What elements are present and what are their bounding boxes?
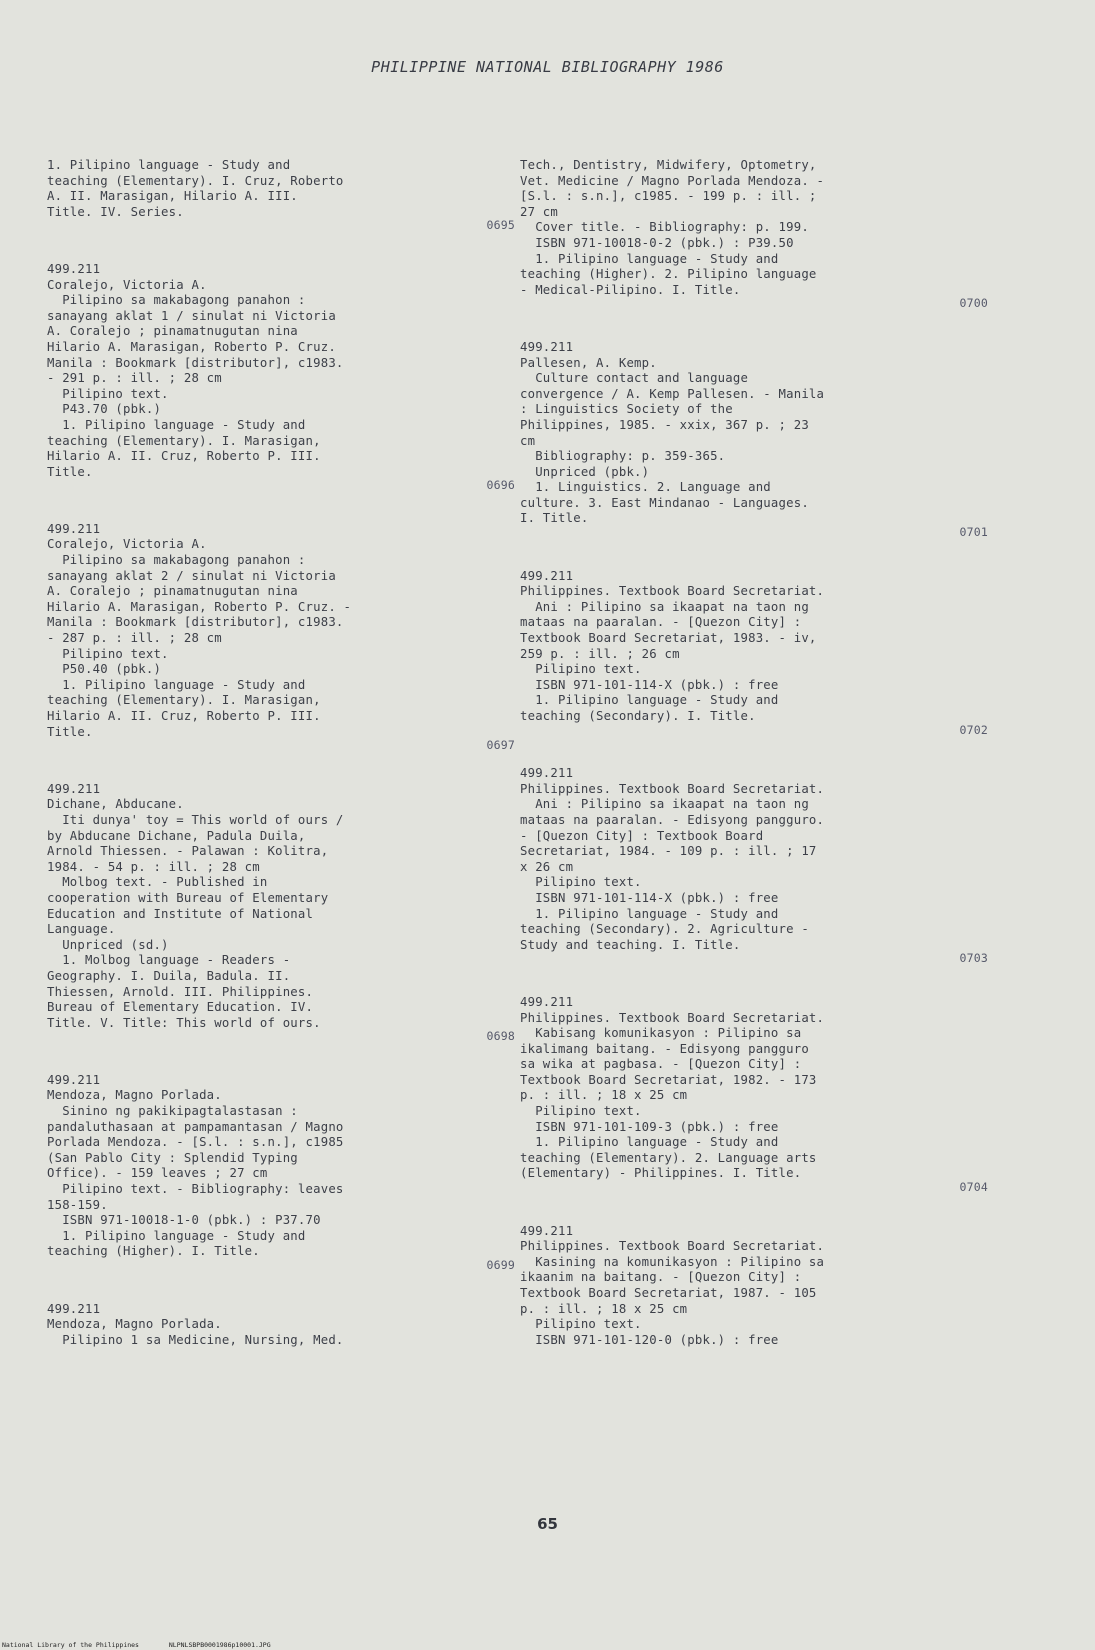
entry-line: 1. Pilipino language - Study and (520, 906, 779, 921)
entry-line: ikalimang baitang. - Edisyong pangguro (520, 1041, 809, 1056)
entry-line: Geography. I. Duila, Badula. II. (47, 968, 291, 983)
entry-line: Title. (47, 464, 93, 479)
entry-line: I. Title. (520, 511, 589, 526)
accession-number: 0703 (959, 951, 988, 966)
entry-line: 499.211 (520, 766, 574, 781)
entry-line: Bibliography: p. 359-365. (520, 449, 726, 464)
entry-line: culture. 3. East Mindanao - Languages. (520, 495, 809, 510)
entry-line: 499.211 (520, 339, 574, 354)
entry-line: p. : ill. ; 18 x 25 cm (520, 1088, 688, 1103)
entry-line: 1. Linguistics. 2. Language and (520, 480, 771, 495)
entry-line: Philippines. Textbook Board Secretariat. (520, 781, 825, 796)
entry-line: Arnold Thiessen. - Palawan : Kolitra, (47, 844, 329, 859)
entry-line: Hilario A. II. Cruz, Roberto P. III. (47, 449, 321, 464)
entry-line: teaching (Elementary). 2. Language arts (520, 1150, 817, 1165)
entry-line: Study and teaching. I. Title. (520, 937, 741, 952)
entry-line: Vet. Medicine / Magno Porlada Mendoza. - (520, 173, 825, 188)
entry-line: 499.211 (47, 1072, 101, 1087)
entry-line: 27 cm (520, 204, 559, 219)
entry-line: Textbook Board Secretariat, 1987. - 105 (520, 1286, 817, 1300)
entry-line: 1. Pilipino language - Study and (47, 1228, 306, 1243)
bibliography-entry (47, 1302, 515, 1349)
entry-line: Textbook Board Secretariat, 1983. - iv, (520, 631, 817, 646)
entry-line: 158-159. (47, 1197, 108, 1212)
entry-line: teaching (Secondary). 2. Agriculture - (520, 922, 809, 937)
entry-line: 1. Pilipino language - Study and (47, 417, 306, 432)
entry-line: p. : ill. ; 18 x 25 cm (520, 1301, 688, 1316)
accession-number: 0704 (959, 1180, 988, 1195)
entry-line: Cover title. - Bibliography: p. 199. (520, 220, 809, 235)
bibliography-entry (47, 1073, 515, 1274)
footer-library: National Library of the Philippines (2, 1641, 139, 1649)
entry-line: teaching (Higher). 2. Pilipino language (520, 267, 817, 282)
entry-line: 499.211 (47, 261, 101, 276)
entry-line: 499.211 (520, 994, 574, 1009)
entry-line: ISBN 971-101-114-X (pbk.) : free (520, 890, 779, 905)
entry-line: Pallesen, A. Kemp. (520, 355, 657, 370)
bibliography-entry (520, 1224, 988, 1349)
entry-line: - [Quezon City] : Textbook Board (520, 828, 764, 843)
entry-line: Thiessen, Arnold. III. Philippines. (47, 984, 314, 999)
entry-line: Coralejo, Victoria A. (47, 537, 207, 552)
entry-line: Mendoza, Magno Porlada. (47, 1088, 222, 1103)
entry-line: Philippines. Textbook Board Secretariat. (520, 584, 825, 599)
entry-line: cm (520, 433, 536, 448)
entry-line: ISBN 971-101-120-0 (pbk.) : free (520, 1332, 779, 1347)
entry-line: teaching (Higher). I. Title. (47, 1244, 260, 1259)
accession-number: 0699 (486, 1258, 515, 1272)
entry-line: Pilipino text. (520, 1104, 642, 1119)
entry-line: Title. (47, 724, 93, 739)
entry-line: Education and Institute of National (47, 906, 314, 921)
entry-line: teaching (Elementary). I. Marasigan, (47, 433, 321, 448)
entry-line: ISBN 971-101-114-X (pbk.) : free (520, 677, 779, 692)
left-column (47, 158, 515, 1376)
bibliography-entry (520, 569, 988, 739)
entry-line: 1. Pilipino language - Study and (520, 1135, 779, 1150)
entry-line: 1. Pilipino language - Study and (47, 677, 306, 692)
entry-line: 259 p. : ill. ; 26 cm (520, 646, 680, 661)
entry-line: 499.211 (520, 568, 574, 583)
entry-line: Textbook Board Secretariat, 1982. - 173 (520, 1072, 817, 1087)
entry-line: 1. Pilipino language - Study and (520, 693, 779, 708)
entry-line: Pilipino sa makabagong panahon : (47, 293, 306, 308)
entry-line: Molbog text. - Published in (47, 875, 268, 890)
accession-number: 0698 (486, 1029, 515, 1044)
entry-line: pandaluthasaan at pampamantasan / Magno (47, 1119, 344, 1134)
bibliography-entry (47, 158, 515, 234)
footer-file-id: NLPNLSBPB0001986p10001.JPG (168, 1641, 271, 1649)
entry-line: Pilipino text. (520, 662, 642, 677)
bibliography-entry (520, 766, 988, 967)
entry-line: cooperation with Bureau of Elementary (47, 890, 329, 905)
entry-line: Ani : Pilipino sa ikaapat na taon ng (520, 599, 809, 614)
entry-line: Office). - 159 leaves ; 27 cm (47, 1166, 268, 1181)
entry-line: Kabisang komunikasyon : Pilipino sa (520, 1026, 802, 1041)
accession-number: 0702 (959, 722, 988, 737)
entry-line: [S.l. : s.n.], c1985. - 199 p. : ill. ; (520, 189, 817, 204)
entry-line: Dichane, Abducane. (47, 797, 184, 812)
entry-line: Kasining na komunikasyon : Pilipino sa (520, 1254, 825, 1269)
entry-line: Mendoza, Magno Porlada. (47, 1317, 222, 1332)
entry-line: - Medical-Pilipino. I. Title. (520, 282, 741, 297)
entry-line: Tech., Dentistry, Midwifery, Optometry, (520, 158, 817, 172)
entry-line: Manila : Bookmark [distributor], c1983. (47, 355, 344, 370)
entry-line: mataas na paaralan. - [Quezon City] : (520, 615, 802, 630)
entry-line: Title. IV. Series. (47, 204, 184, 219)
entry-line: by Abducane Dichane, Padula Duila, (47, 828, 306, 843)
entry-line: Philippines, 1985. - xxix, 367 p. ; 23 (520, 417, 809, 432)
bibliography-entry (520, 158, 988, 312)
entry-line: ikaanim na baitang. - [Quezon City] : (520, 1270, 802, 1285)
entry-line: Unpriced (pbk.) (520, 464, 650, 479)
entry-line: Porlada Mendoza. - [S.l. : s.n.], c1985 (47, 1135, 344, 1150)
entry-line: Culture contact and language (520, 371, 749, 386)
bibliography-entry (520, 340, 988, 541)
right-column (520, 158, 988, 1376)
accession-number: 0700 (959, 296, 988, 311)
entry-line: Manila : Bookmark [distributor], c1983. (47, 615, 344, 630)
entry-line: ISBN 971-10018-0-2 (pbk.) : P39.50 (520, 235, 794, 250)
accession-number: 0697 (486, 738, 515, 753)
entry-line: (San Pablo City : Splendid Typing (47, 1150, 298, 1165)
page-header: PHILIPPINE NATIONAL BIBLIOGRAPHY 1986 (371, 58, 724, 76)
entry-line: Philippines. Textbook Board Secretariat. (520, 1239, 825, 1254)
entry-line: Pilipino text. - Bibliography: leaves (47, 1182, 344, 1197)
entry-line: 1. Molbog language - Readers - (47, 953, 291, 968)
bibliography-entry (47, 522, 515, 754)
accession-number: 0695 (486, 218, 515, 233)
entry-line: 499.211 (47, 521, 101, 536)
entry-line: A. II. Marasigan, Hilario A. III. (47, 189, 298, 204)
entry-line: Pilipino text. (47, 386, 169, 401)
entry-line: Pilipino text. (47, 646, 169, 661)
entry-line: Pilipino sa makabagong panahon : (47, 553, 306, 568)
accession-number: 0701 (959, 525, 988, 540)
entry-line: Pilipino text. (520, 1317, 642, 1332)
entry-line: : Linguistics Society of the (520, 402, 733, 417)
entry-line: Sinino ng pakikipagtalastasan : (47, 1104, 298, 1119)
entry-line: 499.211 (47, 1301, 101, 1316)
entry-line: 1984. - 54 p. : ill. ; 28 cm (47, 859, 260, 874)
entry-line: mataas na paaralan. - Edisyong pangguro. (520, 812, 825, 827)
bibliography-entry (47, 782, 515, 1045)
accession-number: 0696 (486, 478, 515, 493)
entry-line: Hilario A. II. Cruz, Roberto P. III. (47, 709, 321, 723)
entry-line: Pilipino text. (520, 875, 642, 890)
entry-line: A. Coralejo ; pinamatnugutan nina (47, 324, 298, 339)
bibliography-entry (47, 262, 515, 494)
entry-line: teaching (Secondary). I. Title. (520, 709, 756, 723)
entry-line: Coralejo, Victoria A. (47, 277, 207, 292)
entry-line: A. Coralejo ; pinamatnugutan nina (47, 584, 298, 599)
entry-line: teaching (Elementary). I. Marasigan, (47, 693, 321, 708)
entry-line: sa wika at pagbasa. - [Quezon City] : (520, 1057, 802, 1072)
entry-line: ISBN 971-101-109-3 (pbk.) : free (520, 1119, 779, 1134)
entry-line: 499.211 (520, 1223, 574, 1238)
entry-line: sanayang aklat 1 / sinulat ni Victoria (47, 308, 336, 323)
entry-line: Philippines. Textbook Board Secretariat. (520, 1010, 825, 1025)
entry-line: Hilario A. Marasigan, Roberto P. Cruz. (47, 339, 336, 354)
entry-line: convergence / A. Kemp Pallesen. - Manila (520, 386, 825, 401)
scan-footer (2, 1641, 297, 1649)
bibliography-entry (520, 995, 988, 1196)
entry-line: (Elementary) - Philippines. I. Title. (520, 1166, 802, 1181)
entry-line: Language. (47, 922, 116, 937)
entry-line: sanayang aklat 2 / sinulat ni Victoria (47, 568, 336, 583)
entry-line: Unpriced (sd.) (47, 937, 169, 952)
entry-line: Pilipino 1 sa Medicine, Nursing, Med. (47, 1332, 344, 1347)
entry-line: Bureau of Elementary Education. IV. (47, 1000, 314, 1015)
entry-line: Title. V. Title: This world of ours. (47, 1015, 321, 1030)
entry-line: Hilario A. Marasigan, Roberto P. Cruz. - (47, 599, 352, 614)
entry-line: Secretariat, 1984. - 109 p. : ill. ; 17 (520, 844, 817, 859)
entry-line: teaching (Elementary). I. Cruz, Roberto (47, 173, 344, 188)
entry-line: Iti dunya' toy = This world of ours / (47, 812, 344, 827)
entry-line: 1. Pilipino language - Study and (520, 251, 779, 266)
entry-line: - 287 p. : ill. ; 28 cm (47, 631, 222, 646)
entry-line: - 291 p. : ill. ; 28 cm (47, 371, 222, 386)
entry-line: ISBN 971-10018-1-0 (pbk.) : P37.70 (47, 1213, 321, 1228)
entry-line: P50.40 (pbk.) (47, 662, 162, 677)
entry-line: x 26 cm (520, 859, 574, 874)
entry-line: 499.211 (47, 781, 101, 796)
page-number: 65 (537, 1515, 558, 1533)
entry-line: 1. Pilipino language - Study and (47, 158, 291, 172)
entry-line: P43.70 (pbk.) (47, 402, 162, 417)
entry-line: Ani : Pilipino sa ikaapat na taon ng (520, 797, 809, 812)
